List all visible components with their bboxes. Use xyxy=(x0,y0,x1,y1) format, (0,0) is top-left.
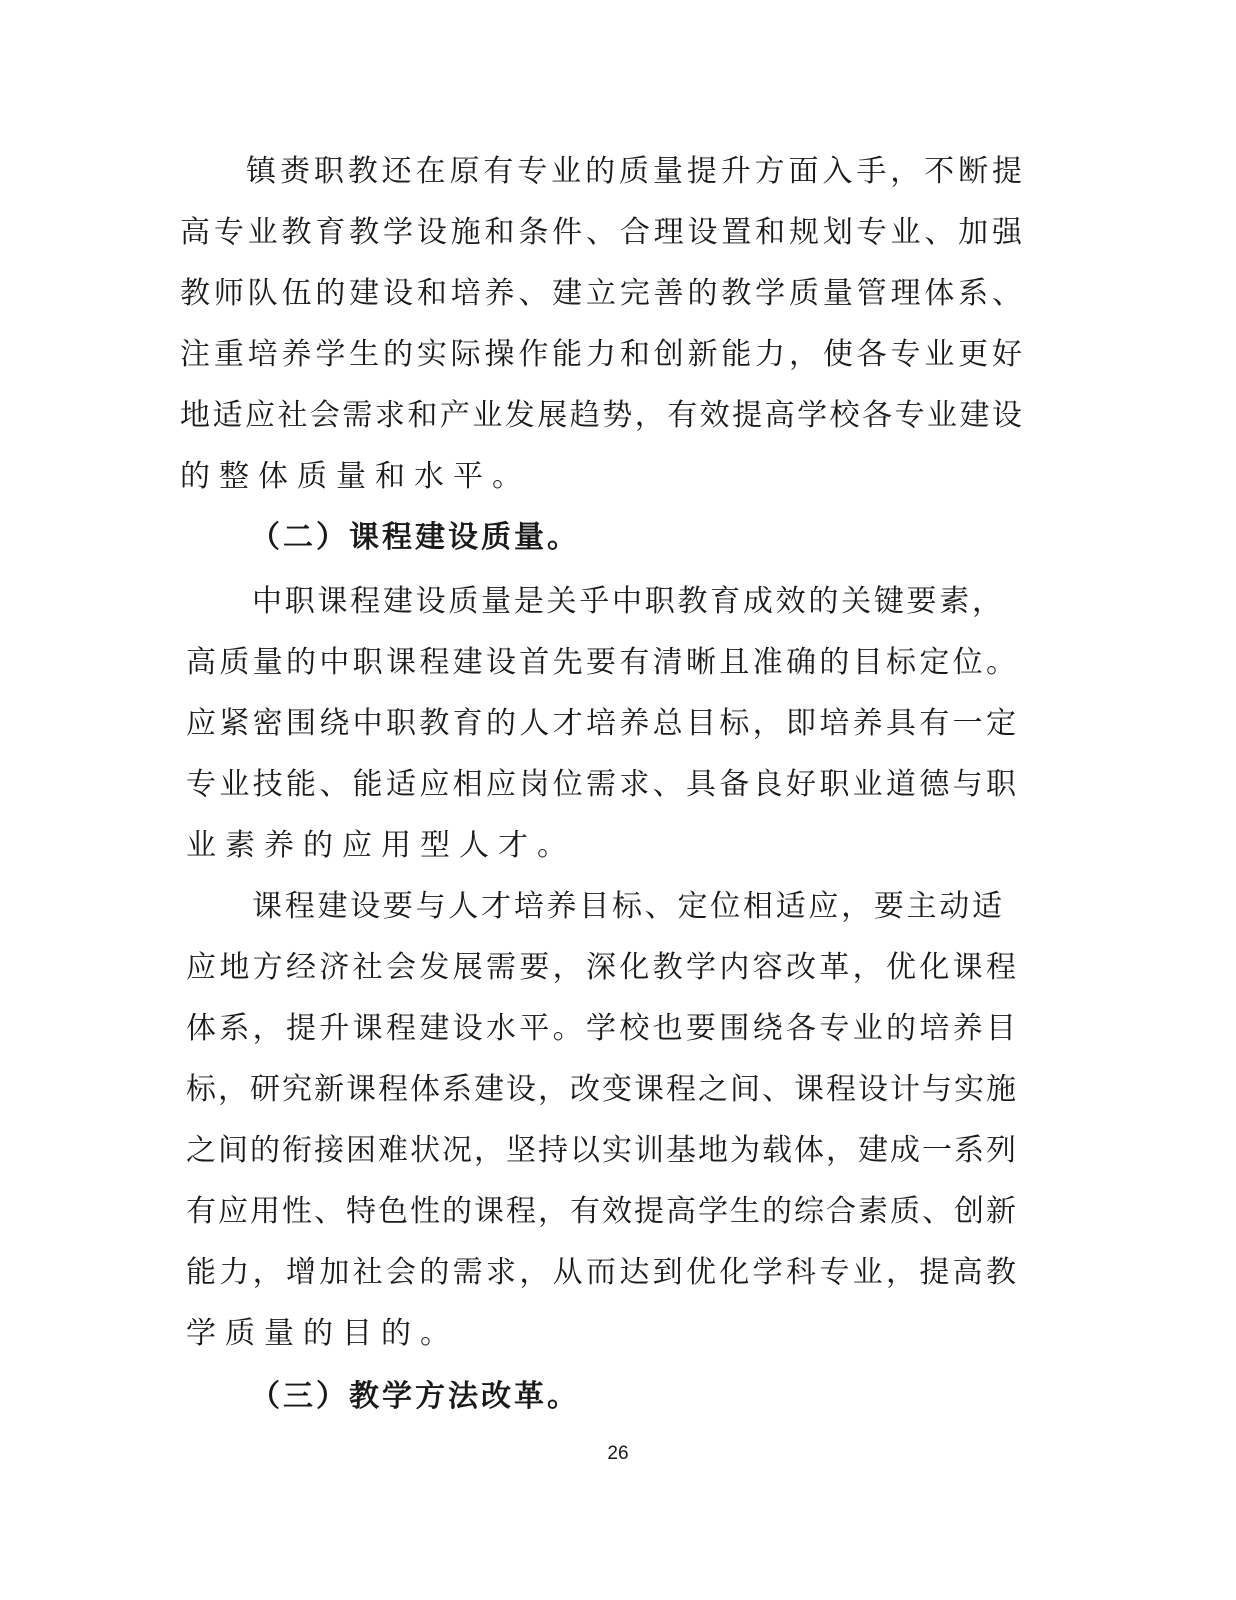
paragraph-3-line-7: 能力，增加社会的需求，从而达到优化学科专业，提高教 xyxy=(186,1255,1016,1290)
paragraph-1-line-5: 地适应社会需求和产业发展趋势，有效提高学校各专业建设 xyxy=(180,398,1022,433)
paragraph-3-line-4: 标，研究新课程体系建设，改变课程之间、课程设计与实施 xyxy=(186,1072,1016,1107)
paragraph-3-line-3: 体系，提升课程建设水平。学校也要围绕各专业的培养目 xyxy=(186,1011,1016,1046)
paragraph-1-line-4: 注重培养学生的实际操作能力和创新能力，使各专业更好 xyxy=(180,337,1022,372)
paragraph-2-line-4: 专业技能、能适应相应岗位需求、具备良好职业道德与职 xyxy=(186,767,1016,802)
paragraph-1-line-6: 的整体质量和水平。 xyxy=(180,459,531,494)
paragraph-2-line-5: 业素养的应用型人才。 xyxy=(186,828,576,863)
paragraph-2-line-1: 中职课程建设质量是关乎中职教育成效的关键要素， xyxy=(252,584,1002,619)
paragraph-1-line-1: 镇赉职教还在原有专业的质量提升方面入手，不断提 xyxy=(246,154,1022,189)
paragraph-3-line-5: 之间的衔接困难状况，坚持以实训基地为载体，建成一系列 xyxy=(186,1133,1016,1168)
section-heading-3: （三）教学方法改革。 xyxy=(250,1379,580,1414)
section-heading-2: （二）课程建设质量。 xyxy=(250,520,580,555)
paragraph-2-line-2: 高质量的中职课程建设首先要有清晰且准确的目标定位。 xyxy=(186,645,1016,680)
paragraph-3-line-2: 应地方经济社会发展需要，深化教学内容改革，优化课程 xyxy=(186,950,1016,985)
paragraph-2-line-3: 应紧密围绕中职教育的人才培养总目标，即培养具有一定 xyxy=(186,706,1016,741)
page-number: 26 xyxy=(607,1443,629,1464)
paragraph-3-line-8: 学质量的目的。 xyxy=(186,1316,459,1351)
paragraph-1-line-2: 高专业教育教学设施和条件、合理设置和规划专业、加强 xyxy=(180,215,1022,250)
paragraph-3-line-1: 课程建设要与人才培养目标、定位相适应，要主动适 xyxy=(252,889,1002,924)
paragraph-1-line-3: 教师队伍的建设和培养、建立完善的教学质量管理体系、 xyxy=(180,276,1022,311)
paragraph-3-line-6: 有应用性、特色性的课程，有效提高学生的综合素质、创新 xyxy=(186,1194,1016,1229)
